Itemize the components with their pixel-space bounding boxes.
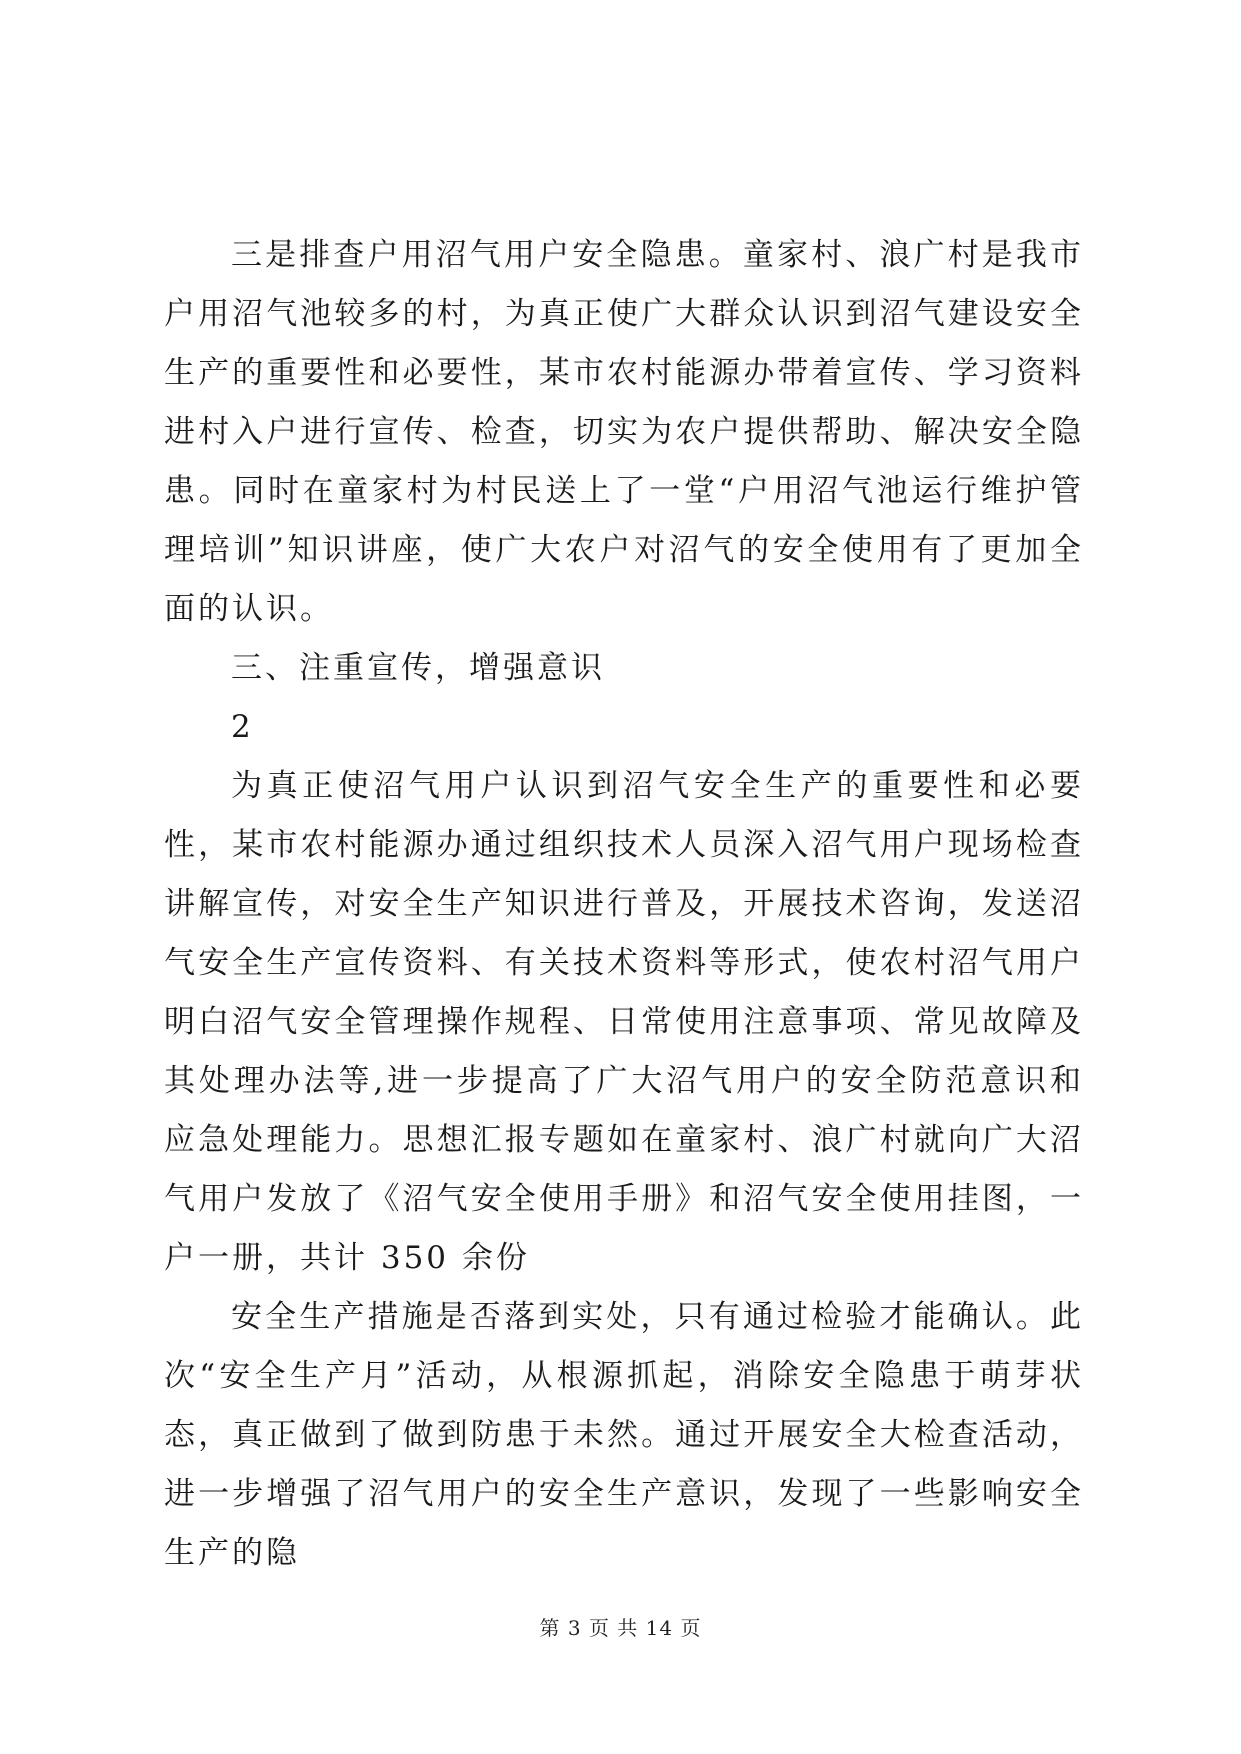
stray-number: 2 — [231, 709, 254, 745]
paragraph-publicity: 为真正使沼气用户认识到沼气安全生产的重要性和必要性，某市农村能源办通过组织技术人员深入沼气用户现场检查讲解宣传，对安全生产知识进行普及，开展技术咨询，发送沼气安全生产宣传资料、有关技术资料等形式，使农村沼气用户明白沼气安全管理操作规程、日常使用注意事项、常见故障及其处理办法等,进一步提高了广大沼气用户的安全防范意识和应急处理能力。思想汇报专题如在童家村、浪广村就向广大沼气用户发放了《沼气安全使用手册》和沼气安全使用挂图，一户一册，共计 350 余份 — [164, 768, 1084, 1276]
paragraph-hazard-inspection: 三是排查户用沼气用户安全隐患。童家村、浪广村是我市户用沼气池较多的村，为真正使广大群众认识到沼气建设安全生产的重要性和必要性，某市农村能源办带着宣传、学习资料进村入户进行宣传、检查，切实为农户提供帮助、解决安全隐患。同时在童家村为村民送上了一堂“户用沼气池运行维护管理培训”知识讲座，使广大农户对沼气的安全使用有了更加全面的认识。 — [164, 237, 1084, 627]
page-footer: 第 3 页 共 14 页 — [539, 1616, 702, 1640]
document-body — [164, 226, 1084, 1583]
paragraph-safety-measures: 安全生产措施是否落到实处，只有通过检验才能确认。此次“安全生产月”活动，从根源抓起，消除安全隐患于萌芽状态，真正做到了做到防患于未然。通过开展安全大检查活动，进一步增强了沼气用户的安全生产意识，发现了一些影响安全生产的隐 — [164, 1299, 1084, 1571]
section-heading: 三、注重宣传，增强意识 — [231, 650, 605, 686]
